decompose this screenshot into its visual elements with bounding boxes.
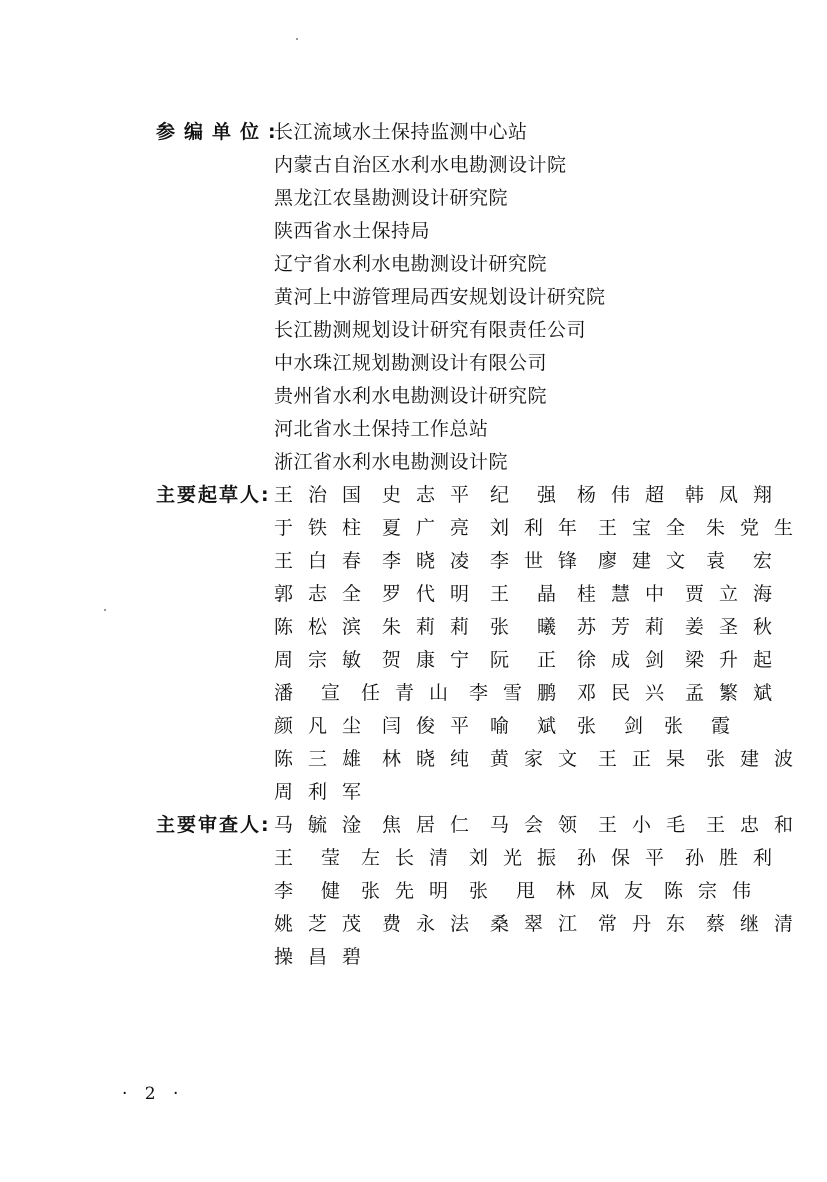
person-name: 马会领 — [490, 814, 577, 836]
person-name: 李晓凌 — [382, 550, 469, 572]
person-name: 徐成剑 — [577, 649, 664, 671]
name-row — [274, 842, 793, 875]
name-row — [274, 578, 793, 611]
unit-item: 内蒙古自治区水利水电勘测设计院 — [274, 154, 567, 176]
unit-item: 河北省水土保持工作总站 — [274, 418, 489, 440]
main-reviewers-grid — [274, 809, 793, 974]
person-name: 廖建文 — [598, 550, 685, 572]
scan-speck — [104, 609, 106, 611]
person-name: 费永法 — [382, 913, 469, 935]
person-name: 喻斌 — [490, 715, 556, 737]
person-name: 王小毛 — [598, 814, 685, 836]
person-name: 李健 — [274, 880, 340, 902]
person-name: 黄家文 — [490, 748, 577, 770]
person-name: 颜凡尘 — [274, 715, 361, 737]
scan-speck — [296, 38, 298, 40]
person-name: 任青山 — [361, 682, 448, 704]
person-name: 张曦 — [490, 616, 556, 638]
person-name: 蔡继清 — [706, 913, 793, 935]
person-name: 张剑 — [577, 715, 643, 737]
main-drafters-label: 主要起草人: — [156, 484, 271, 506]
person-name: 马毓淦 — [274, 814, 361, 836]
person-name: 韩凤翔 — [685, 484, 772, 506]
name-row — [274, 875, 793, 908]
person-name: 操昌碧 — [274, 946, 361, 968]
name-row — [274, 512, 793, 545]
person-name: 梁升起 — [685, 649, 772, 671]
person-name: 王忠和 — [706, 814, 793, 836]
person-name: 阮正 — [490, 649, 556, 671]
person-name: 张甩 — [469, 880, 535, 902]
person-name: 陈松滨 — [274, 616, 361, 638]
person-name: 王治国 — [274, 484, 361, 506]
person-name: 常丹东 — [598, 913, 685, 935]
unit-item: 浙江省水利水电勘测设计院 — [274, 451, 509, 473]
person-name: 于铁柱 — [274, 517, 361, 539]
name-row — [274, 908, 793, 941]
person-name: 潘宣 — [274, 682, 340, 704]
unit-item: 陕西省水土保持局 — [274, 220, 431, 242]
name-row — [274, 479, 793, 512]
name-row — [274, 710, 793, 743]
person-name: 桑翠江 — [490, 913, 577, 935]
name-row — [274, 743, 793, 776]
name-row — [274, 941, 793, 974]
main-reviewers-label: 主要审查人: — [156, 814, 271, 836]
person-name: 林晓纯 — [382, 748, 469, 770]
person-name: 贺康宁 — [382, 649, 469, 671]
person-name: 陈三雄 — [274, 748, 361, 770]
person-name: 林凤友 — [556, 880, 643, 902]
person-name: 桂慧中 — [577, 583, 664, 605]
person-name: 苏芳莉 — [577, 616, 664, 638]
person-name: 刘光振 — [469, 847, 556, 869]
person-name: 王宝全 — [598, 517, 685, 539]
person-name: 王正杲 — [598, 748, 685, 770]
person-name: 夏广亮 — [382, 517, 469, 539]
person-name: 左长清 — [361, 847, 448, 869]
person-name: 邓民兴 — [577, 682, 664, 704]
unit-item: 黑龙江农垦勘测设计研究院 — [274, 187, 509, 209]
person-name: 王晶 — [490, 583, 556, 605]
person-name: 周宗敏 — [274, 649, 361, 671]
main-drafters-grid — [274, 479, 793, 809]
person-name: 袁宏 — [706, 550, 772, 572]
name-row — [274, 545, 793, 578]
unit-item: 中水珠江规划勘测设计有限公司 — [274, 352, 548, 374]
person-name: 周利军 — [274, 781, 361, 803]
person-name: 李雪鹏 — [469, 682, 556, 704]
person-name: 刘利年 — [490, 517, 577, 539]
person-name: 纪强 — [490, 484, 556, 506]
name-row — [274, 611, 793, 644]
unit-item: 黄河上中游管理局西安规划设计研究院 — [274, 286, 606, 308]
name-row — [274, 809, 793, 842]
person-name: 朱莉莉 — [382, 616, 469, 638]
person-name: 姚芝茂 — [274, 913, 361, 935]
person-name: 郭志全 — [274, 583, 361, 605]
name-row — [274, 776, 793, 809]
person-name: 孙保平 — [577, 847, 664, 869]
person-name: 王白春 — [274, 550, 361, 572]
person-name: 姜圣秋 — [685, 616, 772, 638]
page-number: · 2 · — [122, 1084, 185, 1104]
unit-item: 贵州省水利水电勘测设计研究院 — [274, 385, 548, 407]
participating-units-list — [274, 116, 606, 479]
unit-item: 辽宁省水利水电勘测设计研究院 — [274, 253, 548, 275]
person-name: 李世锋 — [490, 550, 577, 572]
person-name: 焦居仁 — [382, 814, 469, 836]
person-name: 闫俊平 — [382, 715, 469, 737]
unit-item: 长江勘测规划设计研究有限责任公司 — [274, 319, 587, 341]
person-name: 朱党生 — [706, 517, 793, 539]
person-name: 陈宗伟 — [664, 880, 751, 902]
person-name: 张建波 — [706, 748, 793, 770]
name-row — [274, 677, 793, 710]
name-row — [274, 644, 793, 677]
person-name: 孙胜利 — [685, 847, 772, 869]
person-name: 贾立海 — [685, 583, 772, 605]
unit-item: 长江流域水土保持监测中心站 — [274, 121, 528, 143]
person-name: 王莹 — [274, 847, 340, 869]
person-name: 杨伟超 — [577, 484, 664, 506]
person-name: 史志平 — [382, 484, 469, 506]
person-name: 张霞 — [664, 715, 730, 737]
person-name: 罗代明 — [382, 583, 469, 605]
person-name: 张先明 — [361, 880, 448, 902]
participating-units-label: 参编单位: — [156, 121, 285, 143]
person-name: 孟繁斌 — [685, 682, 772, 704]
